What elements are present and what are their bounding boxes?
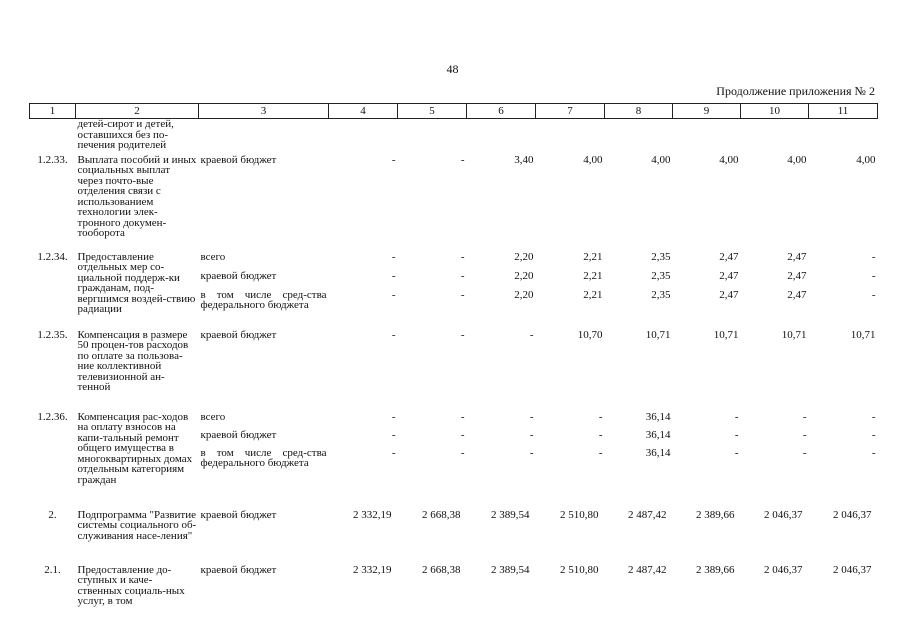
value-cell: 2,35 bbox=[651, 250, 671, 263]
value-cell: 2 389,54 bbox=[491, 508, 530, 521]
value-cell: 2 510,80 bbox=[560, 508, 599, 521]
funding-source: в том числе сред-ства федерального бюджета bbox=[200, 446, 327, 469]
value-cell: 36,14 bbox=[645, 410, 671, 423]
table-row bbox=[30, 252, 878, 271]
value-cell: - bbox=[391, 288, 396, 301]
value-cell: 4,00 bbox=[651, 153, 671, 166]
row-description: Предоставление до-ступных и каче-ственных социаль-ных услуг, в том bbox=[77, 563, 185, 607]
value-cell: - bbox=[871, 288, 876, 301]
table-row bbox=[30, 119, 878, 155]
row-description: Подпрограмма "Развитие системы социального об-служивания насе-ления" bbox=[77, 508, 197, 542]
funding-source: краевой бюджет bbox=[200, 508, 277, 521]
col-header-10: 10 bbox=[741, 104, 809, 119]
funding-source: в том числе сред-ства федерального бюджета bbox=[200, 288, 327, 311]
value-cell: 2 332,19 bbox=[353, 563, 392, 576]
value-cell: - bbox=[460, 446, 465, 459]
value-cell: - bbox=[529, 428, 534, 441]
col-header-3: 3 bbox=[199, 104, 329, 119]
appendix-continuation-note: Продолжение приложения № 2 bbox=[716, 84, 875, 98]
value-cell: 2 487,42 bbox=[628, 508, 667, 521]
value-cell: - bbox=[598, 410, 603, 423]
funding-source: краевой бюджет bbox=[200, 428, 277, 441]
col-header-4: 4 bbox=[329, 104, 398, 119]
value-cell: - bbox=[529, 410, 534, 423]
value-cell: 10,70 bbox=[577, 328, 603, 341]
value-cell: 4,00 bbox=[856, 153, 876, 166]
value-cell: - bbox=[460, 328, 465, 341]
value-cell: 2,20 bbox=[514, 288, 534, 301]
value-cell: - bbox=[391, 250, 396, 263]
row-description: детей-сирот и детей, оставшихся без по-печения родителей bbox=[77, 118, 174, 151]
value-cell: 2,21 bbox=[583, 269, 603, 282]
value-cell: - bbox=[391, 153, 396, 166]
value-cell: 2,47 bbox=[719, 288, 739, 301]
value-cell: 2,21 bbox=[583, 288, 603, 301]
value-cell: - bbox=[871, 410, 876, 423]
value-cell: - bbox=[391, 446, 396, 459]
value-cell: 2 389,54 bbox=[491, 563, 530, 576]
value-cell: 2,47 bbox=[719, 269, 739, 282]
value-cell: 2,47 bbox=[787, 288, 807, 301]
col-header-8: 8 bbox=[605, 104, 673, 119]
row-number: 2. bbox=[48, 508, 57, 521]
value-cell: 2,47 bbox=[719, 250, 739, 263]
funding-source: всего bbox=[200, 410, 226, 423]
table-row bbox=[30, 330, 878, 412]
table-row bbox=[30, 155, 878, 252]
value-cell: 2,20 bbox=[514, 269, 534, 282]
value-cell: 10,71 bbox=[713, 328, 739, 341]
value-cell: 2,47 bbox=[787, 250, 807, 263]
value-cell: 2 487,42 bbox=[628, 563, 667, 576]
col-header-5: 5 bbox=[398, 104, 467, 119]
value-cell: 4,00 bbox=[583, 153, 603, 166]
value-cell: - bbox=[871, 269, 876, 282]
value-cell: 2,21 bbox=[583, 250, 603, 263]
value-cell: 2 389,66 bbox=[696, 563, 735, 576]
value-cell: 4,00 bbox=[787, 153, 807, 166]
value-cell: 2 510,80 bbox=[560, 563, 599, 576]
value-cell: 2,35 bbox=[651, 288, 671, 301]
value-cell: 2 046,37 bbox=[833, 508, 872, 521]
value-cell: 10,71 bbox=[850, 328, 876, 341]
value-cell: 10,71 bbox=[645, 328, 671, 341]
value-cell: 36,14 bbox=[645, 428, 671, 441]
col-header-11: 11 bbox=[809, 104, 878, 119]
value-cell: 2 332,19 bbox=[353, 508, 392, 521]
value-cell: 3,40 bbox=[514, 153, 534, 166]
value-cell: 10,71 bbox=[781, 328, 807, 341]
value-cell: 2 046,37 bbox=[833, 563, 872, 576]
row-number: 2.1. bbox=[44, 563, 61, 576]
col-header-2: 2 bbox=[76, 104, 199, 119]
row-description: Компенсация рас-ходов на оплату взносов на капи-тальный ремонт общего имущества в многоквартирных домах отдельным категориям граждан bbox=[77, 410, 193, 486]
value-cell: - bbox=[802, 410, 807, 423]
row-number: 1.2.36. bbox=[37, 410, 68, 423]
value-cell: - bbox=[871, 428, 876, 441]
funding-source: краевой бюджет bbox=[200, 563, 277, 576]
column-number-row bbox=[30, 104, 878, 119]
value-cell: 2,20 bbox=[514, 250, 534, 263]
row-description: Предоставление отдельных мер со-циальной поддерж-ки гражданам, под-вергшимся воздей-ствию радиации bbox=[77, 250, 196, 315]
value-cell: - bbox=[460, 153, 465, 166]
value-cell: - bbox=[529, 446, 534, 459]
row-number: 1.2.33. bbox=[37, 153, 68, 166]
value-cell: 2 389,66 bbox=[696, 508, 735, 521]
value-cell: - bbox=[460, 269, 465, 282]
funding-source: всего bbox=[200, 250, 226, 263]
table-row bbox=[30, 510, 878, 565]
value-cell: 2,47 bbox=[787, 269, 807, 282]
col-header-6: 6 bbox=[467, 104, 536, 119]
value-cell: - bbox=[734, 428, 739, 441]
funding-source: краевой бюджет bbox=[200, 153, 277, 166]
table-row bbox=[30, 565, 878, 611]
value-cell: - bbox=[598, 446, 603, 459]
value-cell: - bbox=[871, 446, 876, 459]
row-number: 1.2.34. bbox=[37, 250, 68, 263]
value-cell: - bbox=[391, 410, 396, 423]
budget-table bbox=[29, 103, 878, 611]
funding-source: краевой бюджет bbox=[200, 269, 277, 282]
value-cell: 2 046,37 bbox=[764, 508, 803, 521]
value-cell: - bbox=[802, 428, 807, 441]
value-cell: 36,14 bbox=[645, 446, 671, 459]
value-cell: - bbox=[529, 328, 534, 341]
page-number: 48 bbox=[446, 62, 459, 76]
value-cell: - bbox=[391, 428, 396, 441]
col-header-9: 9 bbox=[673, 104, 741, 119]
value-cell: - bbox=[734, 410, 739, 423]
value-cell: - bbox=[391, 269, 396, 282]
value-cell: - bbox=[460, 288, 465, 301]
value-cell: 4,00 bbox=[719, 153, 739, 166]
row-description: Выплата пособий и иных социальных выплат через почто-вые отделения связи с использованием технологии элек-тронного докумен-тооборота bbox=[77, 153, 197, 239]
value-cell: - bbox=[460, 410, 465, 423]
value-cell: - bbox=[802, 446, 807, 459]
col-header-1: 1 bbox=[30, 104, 76, 119]
value-cell: - bbox=[734, 446, 739, 459]
row-description: Компенсация в размере 50 процен-тов расходов по оплате за пользова-ние коллективной телевизионной ан-тенной bbox=[77, 328, 189, 393]
value-cell: - bbox=[460, 428, 465, 441]
value-cell: - bbox=[871, 250, 876, 263]
value-cell: - bbox=[391, 328, 396, 341]
value-cell: 2 046,37 bbox=[764, 563, 803, 576]
value-cell: 2,35 bbox=[651, 269, 671, 282]
value-cell: 2 668,38 bbox=[422, 563, 461, 576]
funding-source: краевой бюджет bbox=[200, 328, 277, 341]
value-cell: - bbox=[460, 250, 465, 263]
row-number: 1.2.35. bbox=[37, 328, 68, 341]
col-header-7: 7 bbox=[536, 104, 605, 119]
table-row bbox=[30, 412, 878, 430]
value-cell: - bbox=[598, 428, 603, 441]
value-cell: 2 668,38 bbox=[422, 508, 461, 521]
